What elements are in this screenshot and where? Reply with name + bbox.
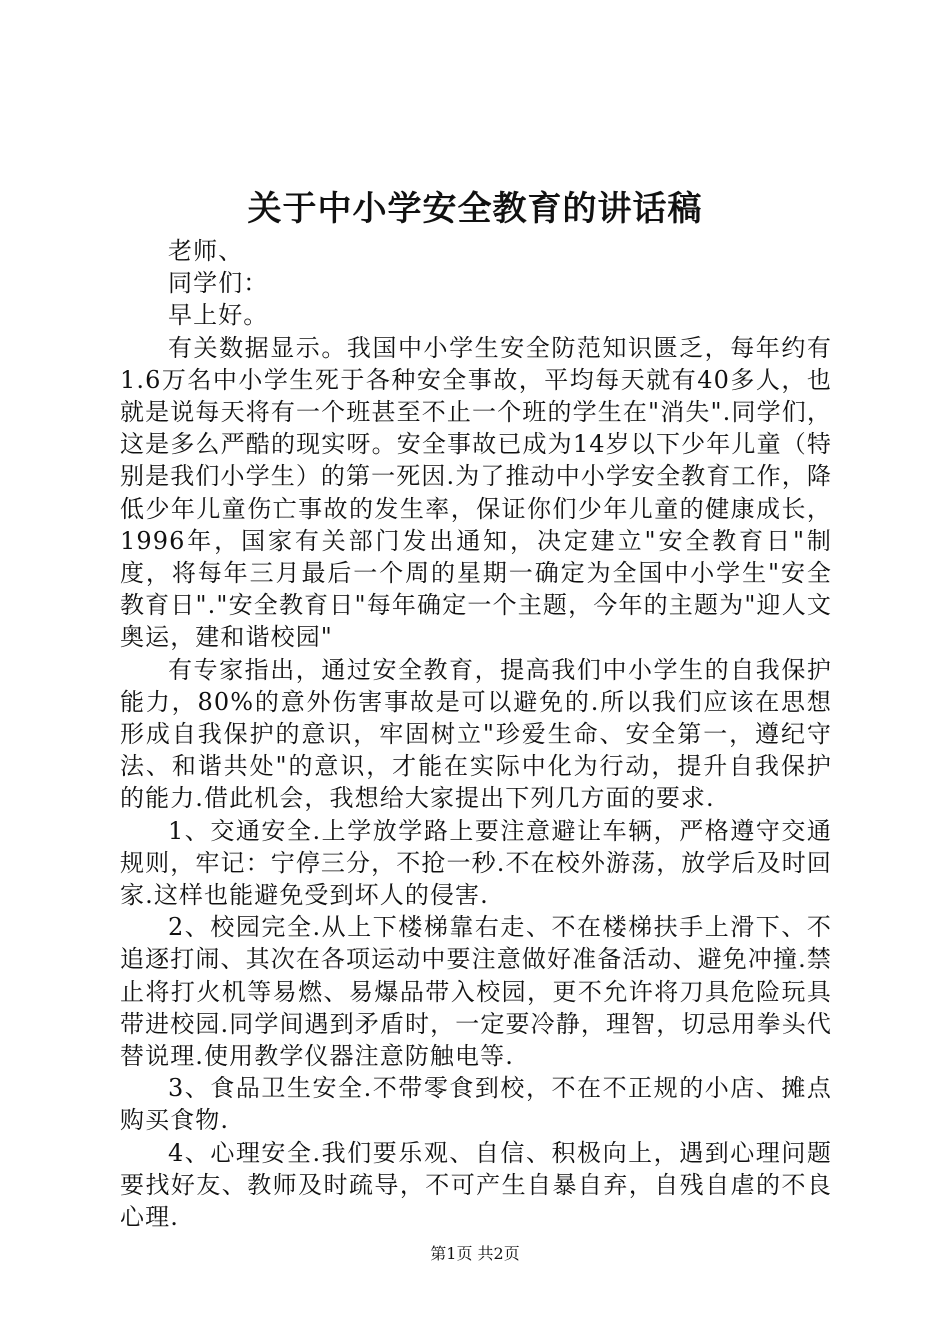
greeting: 早上好。 xyxy=(168,301,269,330)
paragraph-campus-safety: 2、校园完全.从上下楼梯靠右走、不在楼梯扶手上滑下、不追逐打闹、其次在各项运动中要注意做好准备活动、避免冲撞.禁止将打火机等易燃、易爆品带入校园，更不允许将刀具危险玩具带进校园.同学间遇到矛盾时，一定要冷静，理智，切忌用拳头代替说理.使用教学仪器注意防触电等. xyxy=(120,913,832,1071)
paragraph-mental-safety: 4、心理安全.我们要乐观、自信、积极向上，遇到心理问题要找好友、教师及时疏导，不可产生自暴自弃，自残自虐的不良心理. xyxy=(120,1138,832,1232)
paragraph-statistics: 有关数据显示。我国中小学生安全防范知识匮乏，每年约有1.6万名中小学生死于各种安全事故，平均每天就有40多人，也就是说每天将有一个班甚至不止一个班的学生在"消失".同学们，这是多么严酷的现实呀。安全事故已成为14岁以下少年儿童（特别是我们小学生）的第一死因.为了推动中小学安全教育工作，降低少年儿童伤亡事故的发生率，保证你们少年儿童的健康成长，1996年，国家有关部门发出通知，决定建立"安全教育日"制度，将每年三月最后一个周的星期一确定为全国中小学生"安全教育日"."安全教育日"每年确定一个主题，今年的主题为"迎人文奥运，建和谐校园" xyxy=(120,333,832,652)
document-body xyxy=(120,235,832,1233)
paragraph-traffic-safety: 1、交通安全.上学放学路上要注意避让车辆，严格遵守交通规则，牢记：宁停三分，不抢一秒.不在校外游荡，放学后及时回家.这样也能避免受到坏人的侵害. xyxy=(120,816,832,910)
paragraph-food-safety: 3、食品卫生安全.不带零食到校，不在不正规的小店、摊点购买食物. xyxy=(120,1074,832,1135)
document-title: 关于中小学安全教育的讲话稿 xyxy=(247,189,703,229)
salutation-teachers: 老师、 xyxy=(168,237,244,265)
paragraph-expert-advice: 有专家指出，通过安全教育，提高我们中小学生的自我保护能力，80%的意外伤害事故是可以避免的.所以我们应该在思想形成自我保护的意识，牢固树立"珍爱生命、安全第一，遵纪守法、和谐共处"的意识，才能在实际中化为行动，提升自我保护的能力.借此机会，我想给大家提出下列几方面的要求. xyxy=(120,655,832,813)
salutation-students: 同学们： xyxy=(168,269,269,298)
page-number: 第1页 共2页 xyxy=(430,1244,520,1263)
